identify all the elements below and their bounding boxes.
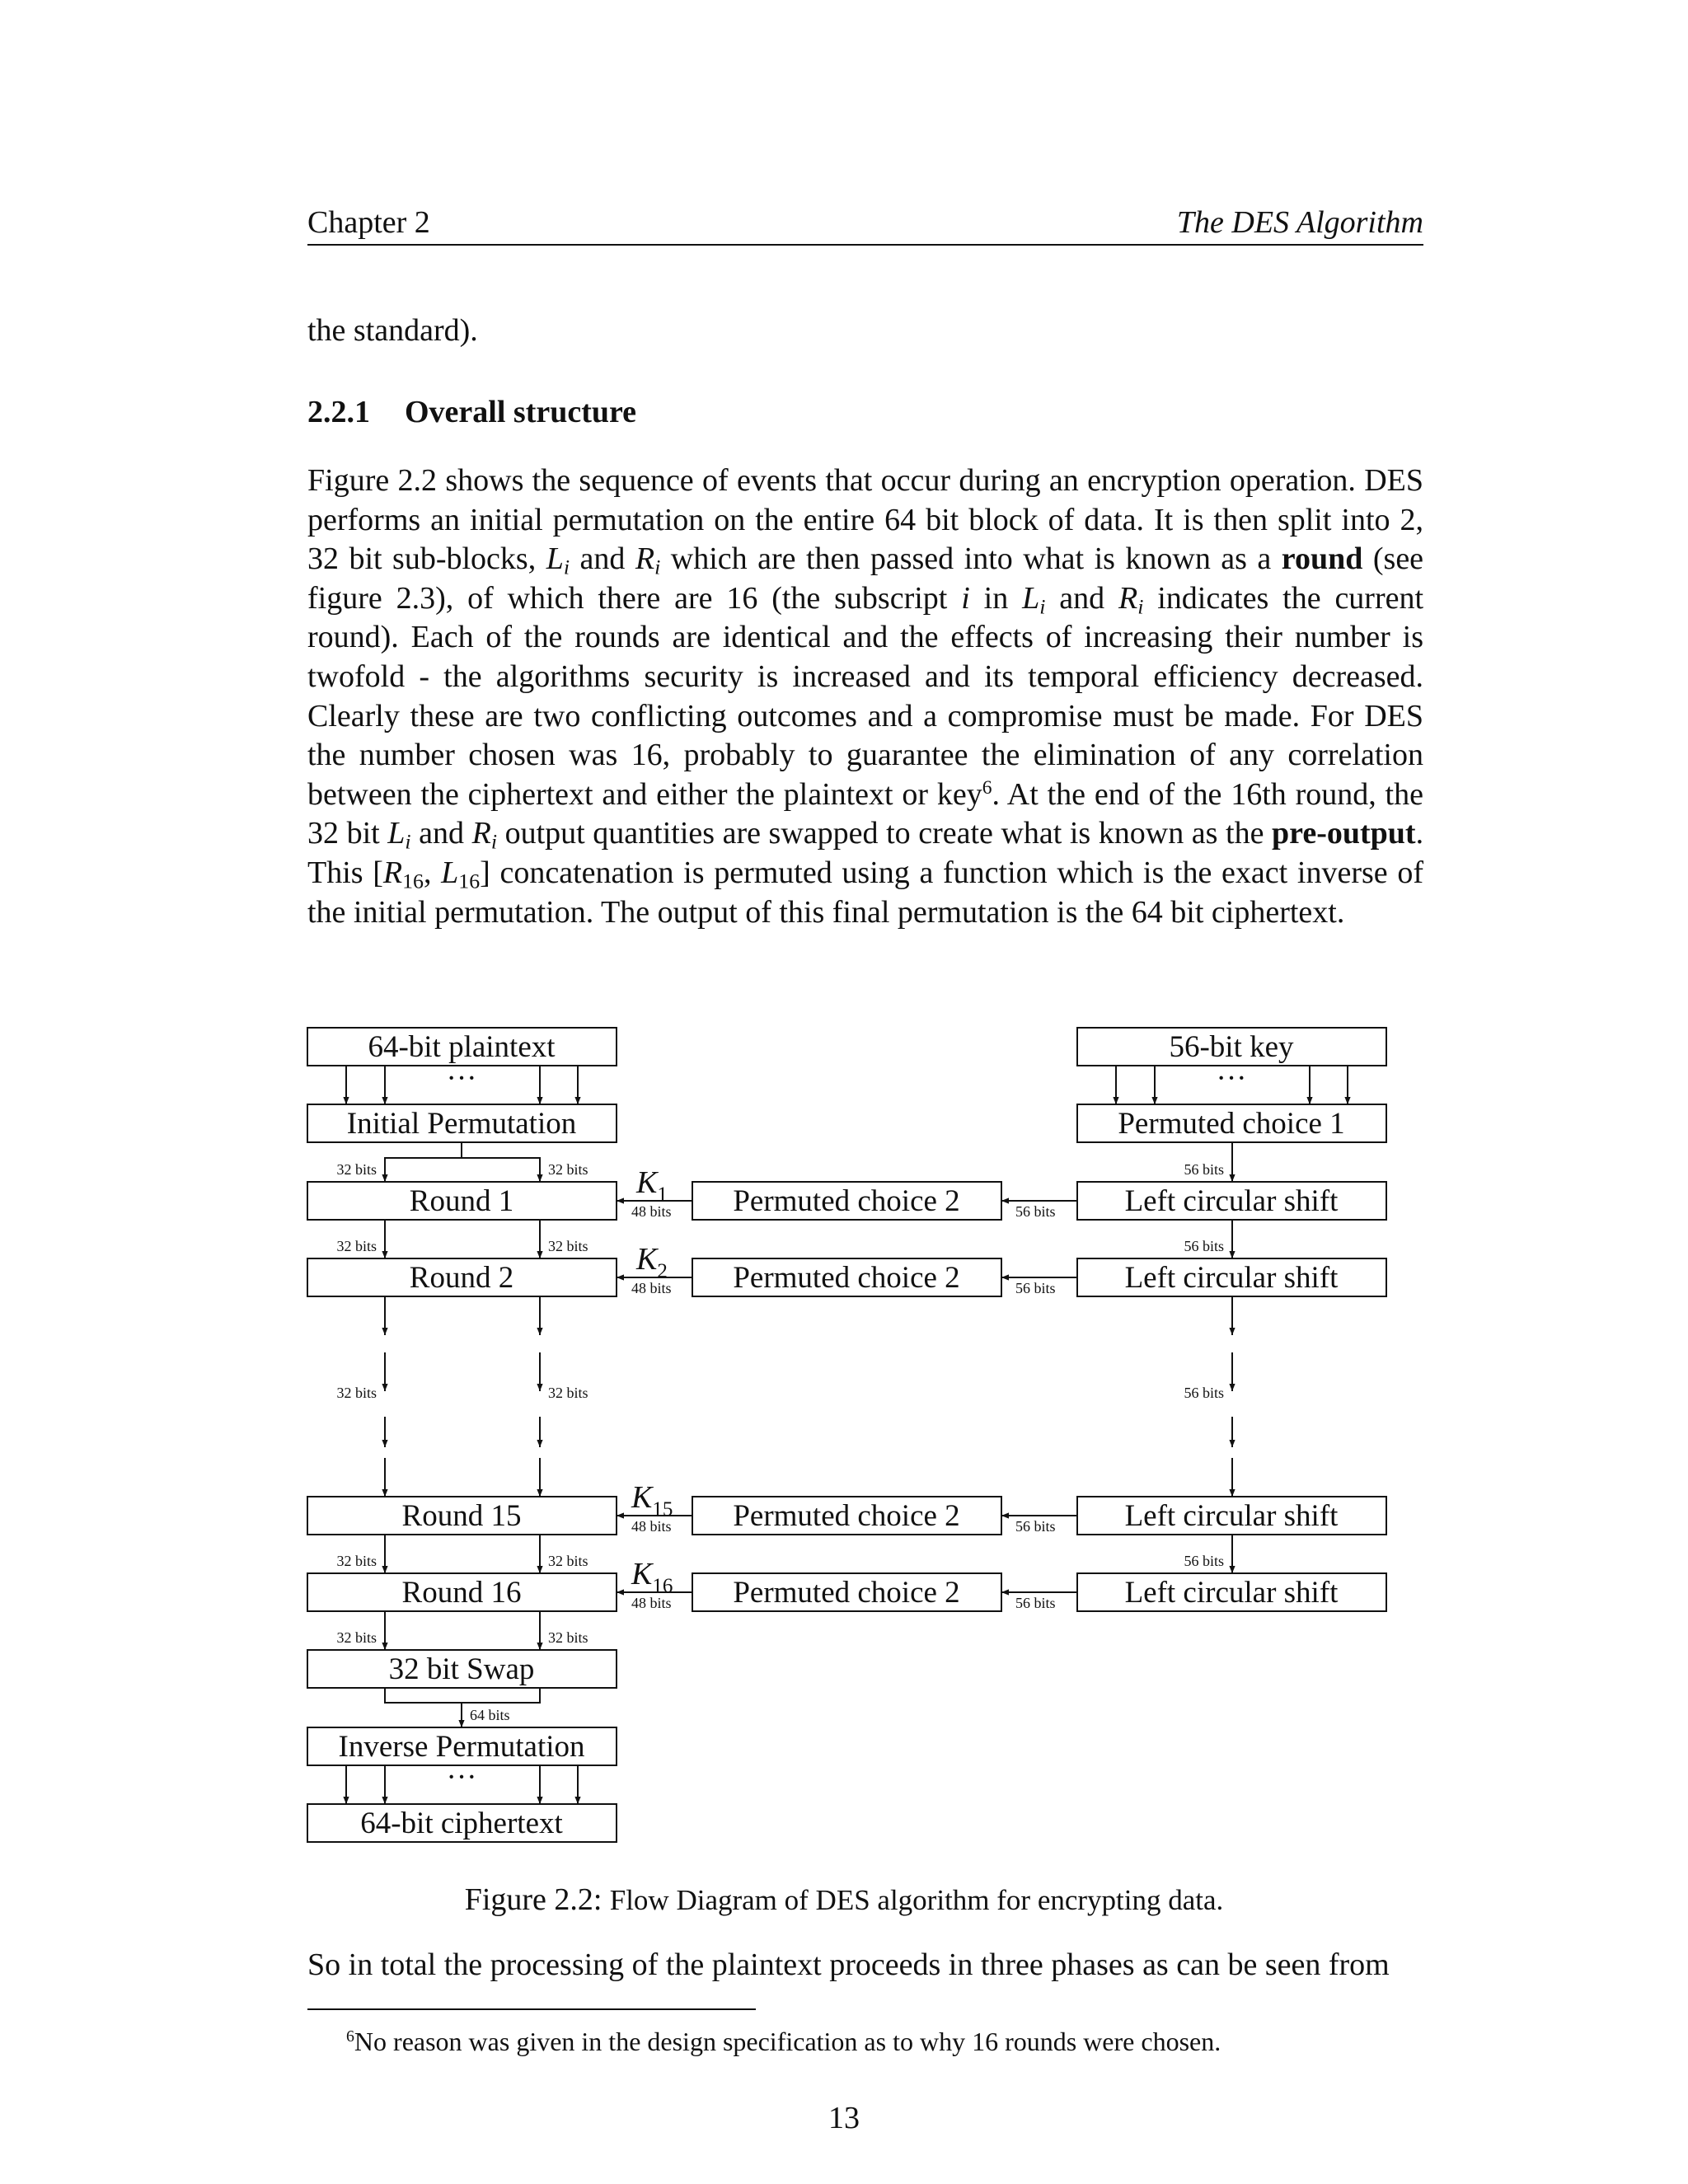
figure-caption [0,1882,1688,1918]
running-header-chapter: Chapter 2 [307,205,430,240]
bits-56-gap: 56 bits [1184,1385,1224,1401]
label-pc2-15: Permuted choice 2 [733,1499,960,1533]
label-pc2-1: Permuted choice 2 [733,1184,960,1218]
term-pre-output: pre-output [1272,816,1416,851]
bits-48-k16: 48 bits [631,1595,672,1611]
bits-56-h16: 56 bits [1015,1595,1056,1611]
bits-48-k15: 48 bits [631,1518,672,1535]
paragraph-three-phases: So in total the processing of the plaintext proceeds in three phases as can be seen from [307,1947,1390,1982]
footnote-text: No reason was given in the design specification as to why 16 rounds were chosen. [354,2027,1221,2056]
key-k1: $K_1$ [636,1165,668,1206]
section-number: 2.2.1 [307,395,370,429]
label-pc1: Permuted choice 1 [1118,1107,1345,1141]
label-round-16: Round 16 [401,1576,522,1610]
bits-56-pc1: 56 bits [1184,1161,1224,1178]
bits-56-l1: 56 bits [1184,1238,1224,1254]
bits-r-r15: 32 bits [548,1553,588,1569]
label-lcs-16: Left circular shift [1124,1576,1339,1610]
label-56bit-key: 56-bit key [1169,1030,1294,1064]
bits-48-k1: 48 bits [631,1203,672,1220]
label-round-1: Round 1 [409,1184,514,1218]
bits-48-k2: 48 bits [631,1280,672,1296]
intro-fragment: the standard). [307,313,478,348]
bits-56-l15: 56 bits [1184,1553,1224,1569]
dots-key: ··· [1216,1062,1247,1095]
bits-l-ip: 32 bits [336,1161,377,1178]
key-k15: $K_{15}$ [631,1480,673,1521]
label-pc2-16: Permuted choice 2 [733,1576,960,1610]
footnote-ref: 6 [982,776,992,799]
label-pc2-2: Permuted choice 2 [733,1261,960,1295]
running-header-title: The DES Algorithm [1176,205,1423,240]
label-ciphertext: 64-bit ciphertext [360,1807,563,1840]
bits-r-ip: 32 bits [548,1161,588,1178]
label-round-2: Round 2 [409,1261,514,1295]
bits-l-r15: 32 bits [336,1553,377,1569]
caption-text: Flow Diagram of DES algorithm for encrypting data. [609,1884,1224,1916]
page-number: 13 [828,2101,860,2135]
bits-56-h1: 56 bits [1015,1203,1056,1220]
label-round-15: Round 15 [401,1499,522,1533]
bits-56-h2: 56 bits [1015,1280,1056,1296]
label-lcs-2: Left circular shift [1124,1261,1339,1295]
section-title: Overall structure [405,395,637,429]
bits-l-gap: 32 bits [336,1385,377,1401]
bits-64: 64 bits [470,1707,510,1723]
label-initial-permutation: Initial Permutation [346,1107,577,1141]
bits-r-r1: 32 bits [548,1238,588,1254]
caption-label: Figure 2.2: [464,1882,603,1917]
key-k16: $K_{16}$ [631,1557,673,1597]
footnote-mark: 6 [346,2027,354,2046]
bits-l-r16: 32 bits [336,1629,377,1646]
label-plaintext: 64-bit plaintext [368,1030,556,1064]
term-round: round [1281,541,1363,577]
bits-56-h15: 56 bits [1015,1518,1056,1535]
label-lcs-1: Left circular shift [1124,1184,1339,1218]
label-inverse-permutation: Inverse Permutation [338,1730,585,1764]
label-lcs-15: Left circular shift [1124,1499,1339,1533]
footnote [346,2027,1221,2057]
bits-r-gap: 32 bits [548,1385,588,1401]
label-32bit-swap: 32 bit Swap [388,1652,535,1686]
paragraph-overall-structure: Figure 2.2 shows the sequence of events that occur during an encryption operation. DES performs an initial permutation on the entire 64 bit block of data. It is then split into 2, 32 bit sub-blocks, $L_i$ and $R_i$ which are then passed into what is known as a round (see figure 2.3), of which there are 16 (the subscript i in $L_i$ and $R_i$ indicates the current round). Each of the rounds are identical and the effects of increasing their number is twofold - the algorithms security is increased and its temporal efficiency decreased. Clearly these are two conflicting outcomes and a compromise must be made. For DES the number chosen was 16, probably to guarantee the elimination of any correlation between the ciphertext and either the plaintext or key$^6$. At the end of the 16th round, the 32 bit $L_i$ and $R_i$ output quantities are swapped to create what is known as the pre-output. This [$R_{16}$, $L_{16}$] concatenation is permuted using a function which is the exact inverse of the initial permutation. The output of this final permutation is the 64 bit ciphertext. [307,463,1424,930]
dots-plaintext: ··· [446,1062,477,1095]
dots-inverse: ··· [446,1760,477,1794]
bits-l-r1: 32 bits [336,1238,377,1254]
key-k2: $K_2$ [636,1242,668,1282]
footnote-rule [307,2008,756,2010]
bits-r-r16: 32 bits [548,1629,588,1646]
